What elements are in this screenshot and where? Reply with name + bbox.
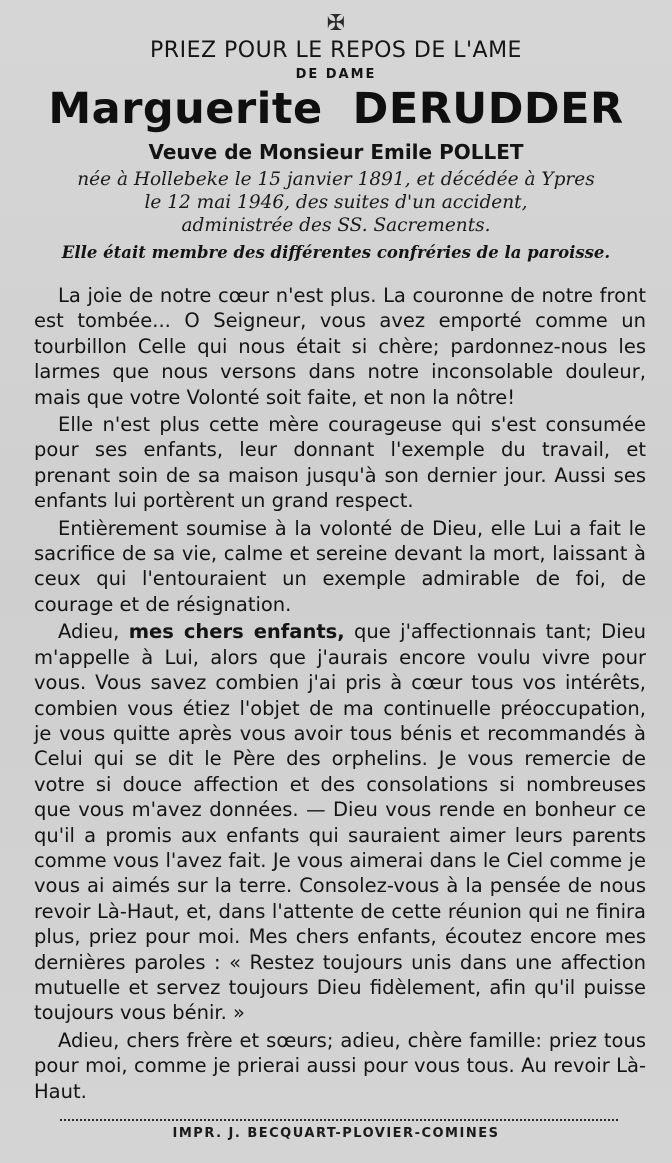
paragraph-3: Entièrement soumise à la volonté de Dieu, elle Lui a fait le sacrifice de sa vie, calme et sereine devant la mort, laissant à ceux qui l'entouraient un exemple admirable de foi, de courage et de résignation. [34,516,646,616]
paragraph-4-start: Adieu, [58,620,120,644]
widow-line [0,138,672,166]
given-name: Marguerite [48,84,323,134]
paragraph-1: La joie de notre cœur n'est plus. La couronne de notre front est tombée... O Seigneur, vous avez emporté comme un tourbillon Celle qui nous était si chère; pardonnez-nous les larmes que nous versons dans notre inconsolable douleur, mais que votre Volonté soit faite, et non la nôtre! [34,284,646,409]
cross-icon: ✠ [326,11,346,36]
de-dame-label: DE DAME [295,67,377,82]
paragraph-2: Elle n'est plus cette mère courageuse qui s'est consumée pour ses enfants, leur donnant l'exemple du travail, et prenant soin de sa maison jusqu'à son dernier jour. Aussi ses enfants lui portèrent un grand respect. [34,413,646,513]
birth-line-2: le 12 mai 1946, des suites d'un accident, [144,192,528,213]
deceased-name [0,84,672,134]
printer-credit: IMPR. J. BECQUART-PLOVIER-COMINES [172,1126,500,1141]
card-header [0,34,672,265]
memorial-text [34,283,646,1104]
birth-death-info [0,168,672,237]
paragraph-4-rest: que j'affectionnais tant; Dieu m'appelle à Lui, alors que j'aurais encore voulu vivre pour vous. Vous savez combien j'ai pris à cœur tous vos intérêts, combien vous étiez l'objet de ma continuelle préoccupation, je vous quitte après vous avoir tous bénis et recommandés à Celui qui se dit le Père des orphelins. Je vous remercie de votre si douce affection et des consolations si nombreuses que vous m'avez données. — Dieu vous rende en bonheur ce qu'il a promis aux enfants qui sauraient aimer leurs parents comme vous l'avez fait. Je vous aimerai dans le Ciel comme je vous ai aimés sur la terre. Consolez-vous à la pensée de nous revoir Là-Haut, et, dans l'attente de cette réunion qui ne finira plus, priez pour moi. Mes chers enfants, écoutez encore mes dernières paroles : « Restez toujours unis dans une affection mutuelle et servez toujours Dieu fidèlement, afin qu'il puisse toujours vous bénir. » [34,620,646,1025]
prayer-heading: PRIEZ POUR LE REPOS DE L'AME [150,38,522,63]
husband-name: Emile POLLET [370,140,524,164]
widow-prefix: Veuve de Monsieur [148,140,364,164]
birth-line-3: administrée des SS. Sacrements. [181,215,491,236]
surname: DERUDDER [352,84,624,134]
paragraph-5: Adieu, chers frère et sœurs; adieu, chère famille: priez tous pour moi, comme je prierai aussi pour vous tous. Au revoir Là-Haut. [34,1028,646,1103]
confraternity-line: Elle était membre des différentes confréries de la paroisse. [61,243,611,262]
paragraph-4 [34,619,646,1026]
dotted-divider [60,1119,618,1121]
birth-line-1: née à Hollebeke le 15 janvier 1891, et décédée à Ypres [77,169,595,190]
paragraph-4-bold: mes chers enfants, [128,620,345,644]
